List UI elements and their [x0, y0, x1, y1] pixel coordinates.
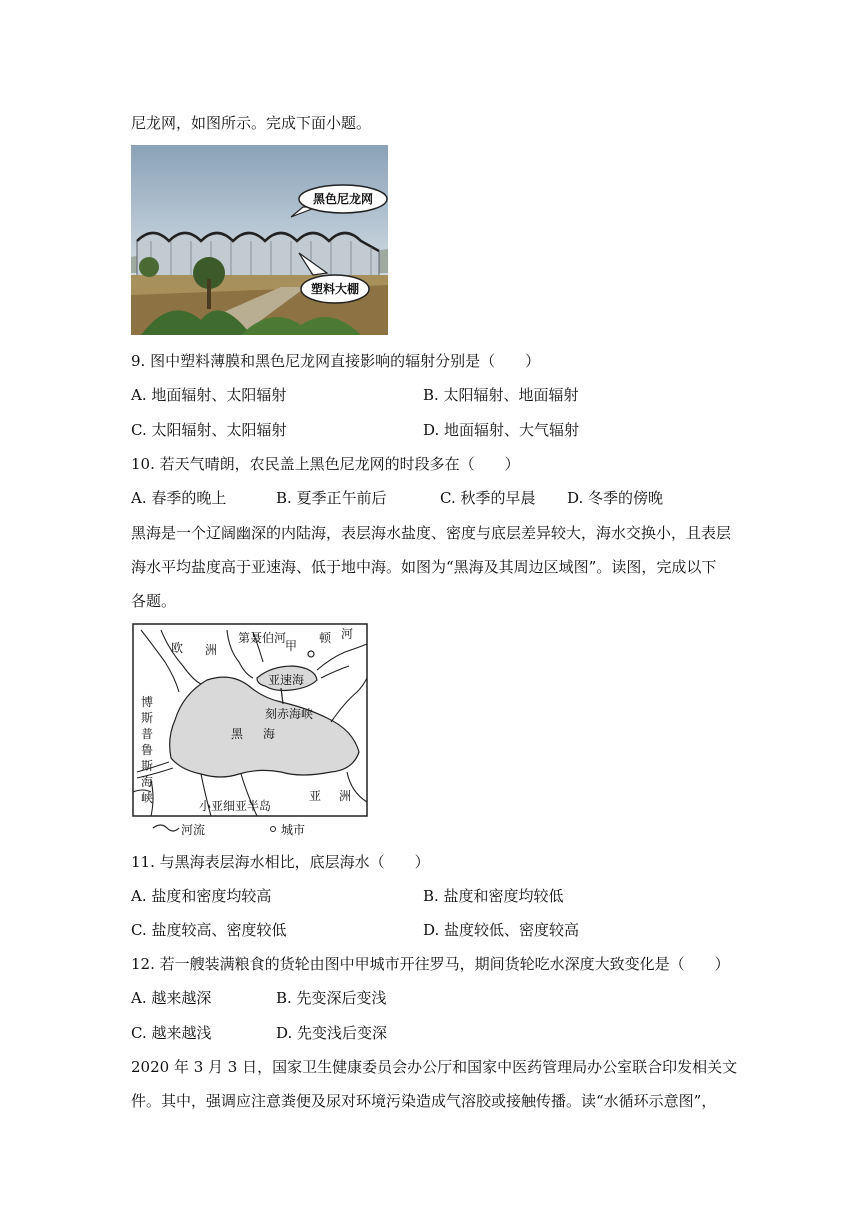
label-don-1: 顿	[319, 631, 332, 645]
label-city-jia: 甲	[285, 639, 298, 653]
legend-river-label: 河流	[181, 823, 206, 837]
q11-option-d: D. 盐度较低、密度较高	[423, 921, 580, 939]
q11-option-b: B. 盐度和密度均较低	[423, 887, 564, 905]
question-10: 10. 若天气晴朗，农民盖上黑色尼龙网的时段多在（ ）	[131, 455, 520, 473]
passage-line-1: 黑海是一个辽阔幽深的内陆海，表层海水盐度、密度与底层差异较大，海水交换小，且表层	[131, 524, 732, 542]
label-europe-2: 洲	[205, 643, 218, 657]
label-bosporus-5: 斯	[141, 759, 154, 773]
label-black-nylon-net: 黑色尼龙网	[312, 192, 374, 206]
q9-option-c: C. 太阳辐射、太阳辐射	[131, 421, 287, 439]
label-don-2: 河	[341, 627, 354, 641]
intro-text: 尼龙网，如图所示。完成下面小题。	[131, 114, 372, 132]
q9-option-b: B. 太阳辐射、地面辐射	[423, 386, 579, 404]
q12-option-c: C. 越来越浅	[131, 1024, 212, 1042]
greenhouse-photo	[131, 145, 388, 335]
q12-option-b: B. 先变深后变浅	[276, 989, 387, 1007]
label-bosporus-3: 普	[141, 727, 154, 741]
river-legend-icon	[153, 825, 179, 831]
label-dnieper-river: 第聂伯河	[238, 631, 287, 645]
label-bosporus-7: 峡	[141, 791, 154, 805]
q10-option-d: D. 冬季的傍晚	[567, 489, 664, 507]
label-asia-minor: 小亚细亚半岛	[199, 799, 272, 813]
label-bosporus-6: 海	[141, 775, 154, 789]
label-kerch-strait: 刻赤海峡	[265, 707, 314, 721]
q10-option-a: A. 春季的晚上	[131, 489, 227, 507]
passage-line-2: 海水平均盐度高于亚速海、低于地中海。如图为“黑海及其周边区域图”。读图，完成以下	[131, 558, 717, 576]
label-bosporus-4: 鲁	[141, 743, 154, 757]
label-asia-1: 亚	[309, 789, 322, 803]
label-azov-sea: 亚速海	[268, 673, 305, 687]
question-11: 11. 与黑海表层海水相比，底层海水（ ）	[131, 853, 430, 871]
question-12: 12. 若一艘装满粮食的货轮由图中甲城市开往罗马，期间货轮吃水深度大致变化是（ ）	[131, 955, 730, 973]
city-legend-icon	[271, 827, 276, 832]
q11-option-c: C. 盐度较高、密度较低	[131, 921, 287, 939]
question-9: 9. 图中塑料薄膜和黑色尼龙网直接影响的辐射分别是（ ）	[131, 352, 541, 370]
q9-option-a: A. 地面辐射、太阳辐射	[131, 386, 287, 404]
q11-option-a: A. 盐度和密度均较高	[131, 887, 272, 905]
black-sea-map	[131, 622, 369, 844]
label-bosporus-2: 斯	[141, 711, 154, 725]
legend-city-label: 城市	[281, 823, 306, 837]
label-europe-1: 欧	[171, 641, 184, 655]
label-plastic-greenhouse: 塑料大棚	[310, 282, 360, 296]
q12-option-a: A. 越来越深	[131, 989, 212, 1007]
q12-option-d: D. 先变浅后变深	[276, 1024, 388, 1042]
passage3-line-2: 件。其中，强调应注意粪便及尿对环境污染造成气溶胶或接触传播。读“水循环示意图”，	[131, 1092, 717, 1110]
label-black-sea-2: 海	[263, 727, 276, 741]
q10-option-c: C. 秋季的早晨	[440, 489, 536, 507]
passage3-line-1: 2020 年 3 月 3 日，国家卫生健康委员会办公厅和国家中医药管理局办公室联合印发相关文	[131, 1058, 738, 1076]
q10-option-b: B. 夏季正午前后	[276, 489, 387, 507]
passage-line-3: 各题。	[131, 592, 177, 610]
label-black-sea-1: 黑	[231, 727, 244, 741]
label-bosporus-1: 博	[141, 695, 154, 709]
q9-option-d: D. 地面辐射、大气辐射	[423, 421, 580, 439]
label-asia-2: 洲	[339, 789, 352, 803]
